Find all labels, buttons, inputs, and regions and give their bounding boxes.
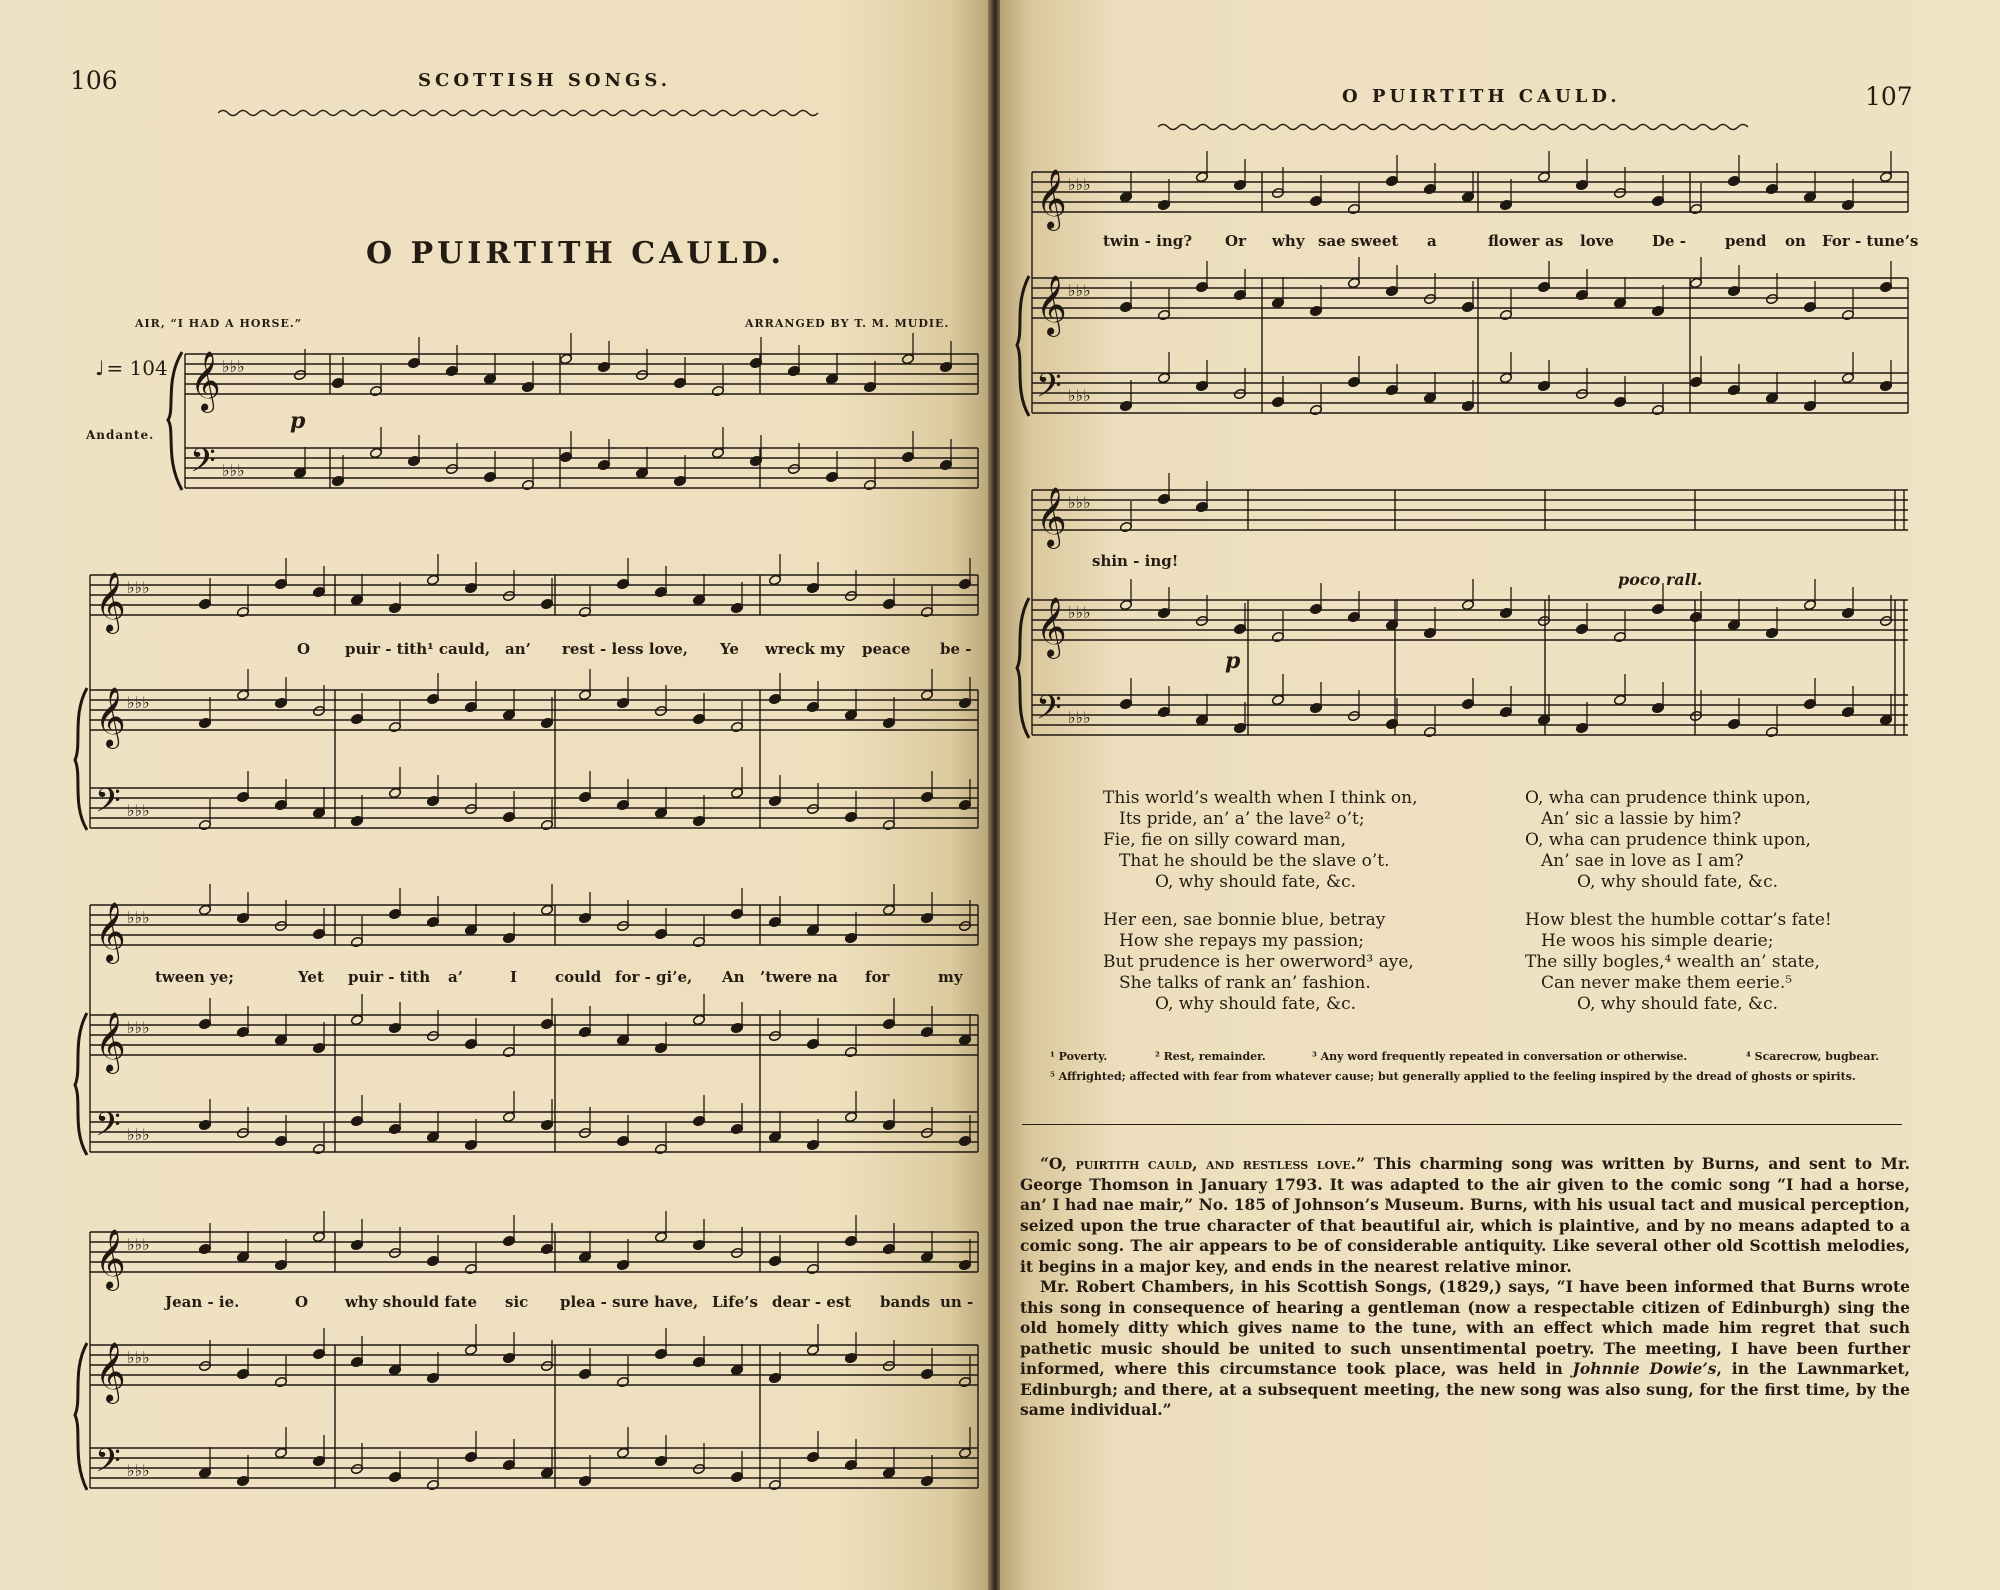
lyric: why — [1272, 232, 1305, 250]
footnote: ⁴ Scarecrow, bugbear. — [1746, 1050, 1880, 1063]
lyric: An — [722, 968, 745, 986]
verse-refrain: O, why should fate, &c. — [1155, 994, 1357, 1014]
bass-clef-icon: 𝄢 — [95, 782, 121, 828]
key-signature-icon: ♭♭♭ — [222, 357, 245, 376]
verse-refrain: O, why should fate, &c. — [1577, 994, 1779, 1014]
key-signature-icon: ♭♭♭ — [127, 1018, 150, 1037]
lyric: shin - ing! — [1092, 552, 1179, 570]
key-signature-icon: ♭♭♭ — [127, 1348, 150, 1367]
lyric: could — [555, 968, 602, 986]
poco-rall-marking: poco rall. — [1618, 570, 1703, 589]
key-signature-icon: ♭♭♭ — [127, 1461, 150, 1480]
left-notes — [95, 333, 972, 1491]
commentary — [1020, 1154, 1910, 1421]
commentary-place: Johnnie Dowie’s — [1572, 1359, 1717, 1378]
key-signature-icon: ♭♭♭ — [127, 1125, 150, 1144]
running-head-right: O PUIRTITH CAULD. — [1342, 86, 1621, 107]
key-signature-icon: ♭♭♭ — [1068, 708, 1091, 727]
running-head-left: SCOTTISH SONGS. — [418, 70, 671, 91]
verse-4 — [1103, 910, 1414, 1015]
verse-refrain: O, why should fate, &c. — [1155, 872, 1357, 892]
key-signature-icon: ♭♭♭ — [127, 1235, 150, 1254]
verse-5 — [1525, 910, 1832, 1015]
verse-line: An’ sae in love as I am? — [1541, 851, 1744, 871]
score-system-1 — [168, 352, 978, 490]
lyric: sic — [505, 1293, 529, 1311]
commentary-text: Mr. Robert Chambers, in his Scottish Songs, (1829,) says, “I have been informed that Burns wrote this song in consequence of hearing a gentleman (now a respectable citizen of Edinburgh) sing the old homely ditty which gives name to the tune, with an effect which made him regret that such pathetic music should be united to such unsentimental poetry. The meeting, I have been further informed, where this circumstance took place, was held in — [1020, 1277, 1910, 1378]
lyric: a — [1427, 232, 1437, 250]
air-credit: AIR, “I HAD A HORSE.” — [135, 317, 303, 330]
lyric: plea - sure have, — [560, 1293, 699, 1311]
treble-clef-icon: 𝄞 — [95, 572, 126, 632]
dynamic-p-right: p — [1225, 648, 1241, 674]
commentary-text: This charming song was written by Burns, and sent to Mr. George Thomson in January 1793. It was adapted to the air given to the comic song “I had a horse, an’ I had nae mair,” No. 185 of Johnson’s Museum. Burns, with his usual tact and musical perception, seized upon the true character of that beautiful air, which is plaintive, and by no means adapted to a comic song. The air appears to be of considerable antiquity. Like several other old Scottish melodies, it begins in a major key, and ends in the nearest relative minor. — [1020, 1154, 1910, 1276]
lyric: tween ye; — [155, 968, 234, 986]
lyric: for - gi’e, — [615, 968, 693, 986]
left-score — [0, 0, 990, 1590]
lyric: peace — [862, 640, 911, 658]
footnote: ² Rest, remainder. — [1155, 1050, 1266, 1063]
treble-clef-icon: 𝄞 — [1036, 169, 1067, 229]
lyric: bands — [880, 1293, 931, 1311]
bass-clef-icon: 𝄢 — [1036, 367, 1062, 413]
lyric: on — [1785, 232, 1806, 250]
key-signature-icon: ♭♭♭ — [1068, 175, 1091, 194]
commentary-text: , in the Lawnmarket, Edinburgh; and there, at a subsequent meeting, the new song was also sung, for the first time, by the same individual.” — [1020, 1359, 1911, 1419]
verse-line: How she repays my passion; — [1119, 931, 1365, 951]
commentary-paragraph-1 — [1020, 1154, 1910, 1277]
key-signature-icon: ♭♭♭ — [127, 801, 150, 820]
metronome-value: = 104 — [106, 356, 168, 380]
lyric: my — [820, 640, 845, 658]
verse-line: An’ sic a lassie by him? — [1541, 809, 1742, 829]
treble-clef-icon: 𝄞 — [1036, 275, 1067, 335]
verse-line: This world’s wealth when I think on, — [1103, 788, 1418, 808]
verse-line: How blest the humble cottar’s fate! — [1525, 910, 1832, 930]
bass-clef-icon: 𝄢 — [190, 442, 216, 488]
verse-line: That he should be the slave o’t. — [1119, 851, 1390, 871]
lyric: be - — [940, 640, 972, 658]
lyric: Or — [1225, 232, 1246, 250]
dynamic-p-left: p — [290, 408, 306, 434]
lyric: sae sweet — [1318, 232, 1399, 250]
treble-clef-icon: 𝄞 — [1036, 597, 1067, 657]
footnote: ³ Any word frequently repeated in conversation or otherwise. — [1312, 1050, 1688, 1063]
lyric: ’twere na — [760, 968, 838, 986]
verse-line: Her een, sae bonnie blue, betray — [1103, 910, 1386, 930]
score-system-r2 — [1017, 490, 1908, 738]
key-signature-icon: ♭♭♭ — [127, 693, 150, 712]
lyric: De - — [1652, 232, 1686, 250]
lyric: for — [865, 968, 890, 986]
lyric: an’ — [505, 640, 531, 658]
page-number-left: 106 — [70, 66, 118, 95]
lyric: Jean - ie. — [165, 1293, 240, 1311]
verse-line: O, wha can prudence think upon, — [1525, 830, 1811, 850]
lyric: Yet — [298, 968, 324, 986]
arranger-credit: ARRANGED BY T. M. MUDIE. — [745, 317, 950, 330]
lyric: Ye — [720, 640, 739, 658]
verse-line: But prudence is her owerword³ aye, — [1103, 952, 1414, 972]
lyric: twin - ing? — [1103, 232, 1192, 250]
key-signature-icon: ♭♭♭ — [1068, 603, 1091, 622]
treble-clef-icon: 𝄞 — [95, 902, 126, 962]
verse-refrain: O, why should fate, &c. — [1577, 872, 1779, 892]
verse-2 — [1103, 788, 1417, 893]
verse-line: O, wha can prudence think upon, — [1525, 788, 1811, 808]
verse-line: Its pride, an’ a’ the lave² o’t; — [1119, 809, 1365, 829]
lyric: why should fate — [345, 1293, 478, 1311]
lyric: un - — [940, 1293, 974, 1311]
key-signature-icon: ♭♭♭ — [222, 461, 245, 480]
treble-clef-icon: 𝄞 — [95, 1342, 126, 1402]
lyric: my — [938, 968, 963, 986]
lyric: Life’s — [712, 1293, 758, 1311]
lyric: rest - less love, — [562, 640, 689, 658]
treble-clef-icon: 𝄞 — [1036, 487, 1067, 547]
commentary-lead: “O, puirtith cauld, and restless love.” — [1040, 1154, 1366, 1173]
tempo-marking: Andante. — [86, 428, 155, 442]
lyric: I — [510, 968, 518, 986]
footnote: ⁵ Affrighted; affected with fear from whatever cause; but generally applied to the feeling inspired by the dread of ghosts or spirits. — [1050, 1070, 1856, 1083]
treble-clef-icon: 𝄞 — [95, 1229, 126, 1289]
metronome-mark: ♩ = 104 — [95, 356, 168, 380]
lyric: O — [297, 640, 311, 658]
verse-line: She talks of rank an’ fashion. — [1119, 973, 1371, 993]
lyric: as — [1545, 232, 1564, 250]
treble-clef-icon: 𝄞 — [95, 1012, 126, 1072]
key-signature-icon: ♭♭♭ — [1068, 493, 1091, 512]
bass-clef-icon: 𝄢 — [1036, 689, 1062, 735]
lyric: For - tune’s — [1822, 232, 1919, 250]
verse-line: Can never make them eerie.⁵ — [1541, 973, 1793, 993]
verse-line: Fie, fie on silly coward man, — [1103, 830, 1346, 850]
lyric: wreck — [765, 640, 815, 658]
commentary-paragraph-2 — [1020, 1277, 1910, 1421]
treble-clef-icon: 𝄞 — [95, 687, 126, 747]
key-signature-icon: ♭♭♭ — [127, 908, 150, 927]
lyric: O — [295, 1293, 309, 1311]
lyric: puir - tith¹ cauld, — [345, 640, 491, 658]
bass-clef-icon: 𝄢 — [95, 1442, 121, 1488]
key-signature-icon: ♭♭♭ — [1068, 386, 1091, 405]
verse-line: The silly bogles,⁴ wealth an’ state, — [1525, 952, 1820, 972]
treble-clef-icon: 𝄞 — [190, 351, 221, 411]
score-system-r1 — [1017, 172, 1908, 416]
left-page — [0, 0, 990, 1590]
lyric: a’ — [448, 968, 463, 986]
lyric: flower — [1488, 232, 1540, 250]
section-rule — [1022, 1124, 1902, 1125]
verse-3 — [1525, 788, 1811, 893]
page-number-right: 107 — [1865, 82, 1913, 111]
lyric: pend — [1725, 232, 1767, 250]
song-title: O PUIRTITH CAULD. — [366, 236, 786, 271]
bass-clef-icon: 𝄢 — [95, 1106, 121, 1152]
key-signature-icon: ♭♭♭ — [127, 578, 150, 597]
lyric: love — [1580, 232, 1614, 250]
footnote: ¹ Poverty. — [1050, 1050, 1108, 1063]
lyric: dear - est — [772, 1293, 852, 1311]
verse-line: He woos his simple dearie; — [1541, 931, 1774, 951]
key-signature-icon: ♭♭♭ — [1068, 281, 1091, 300]
lyric: puir - tith — [348, 968, 431, 986]
